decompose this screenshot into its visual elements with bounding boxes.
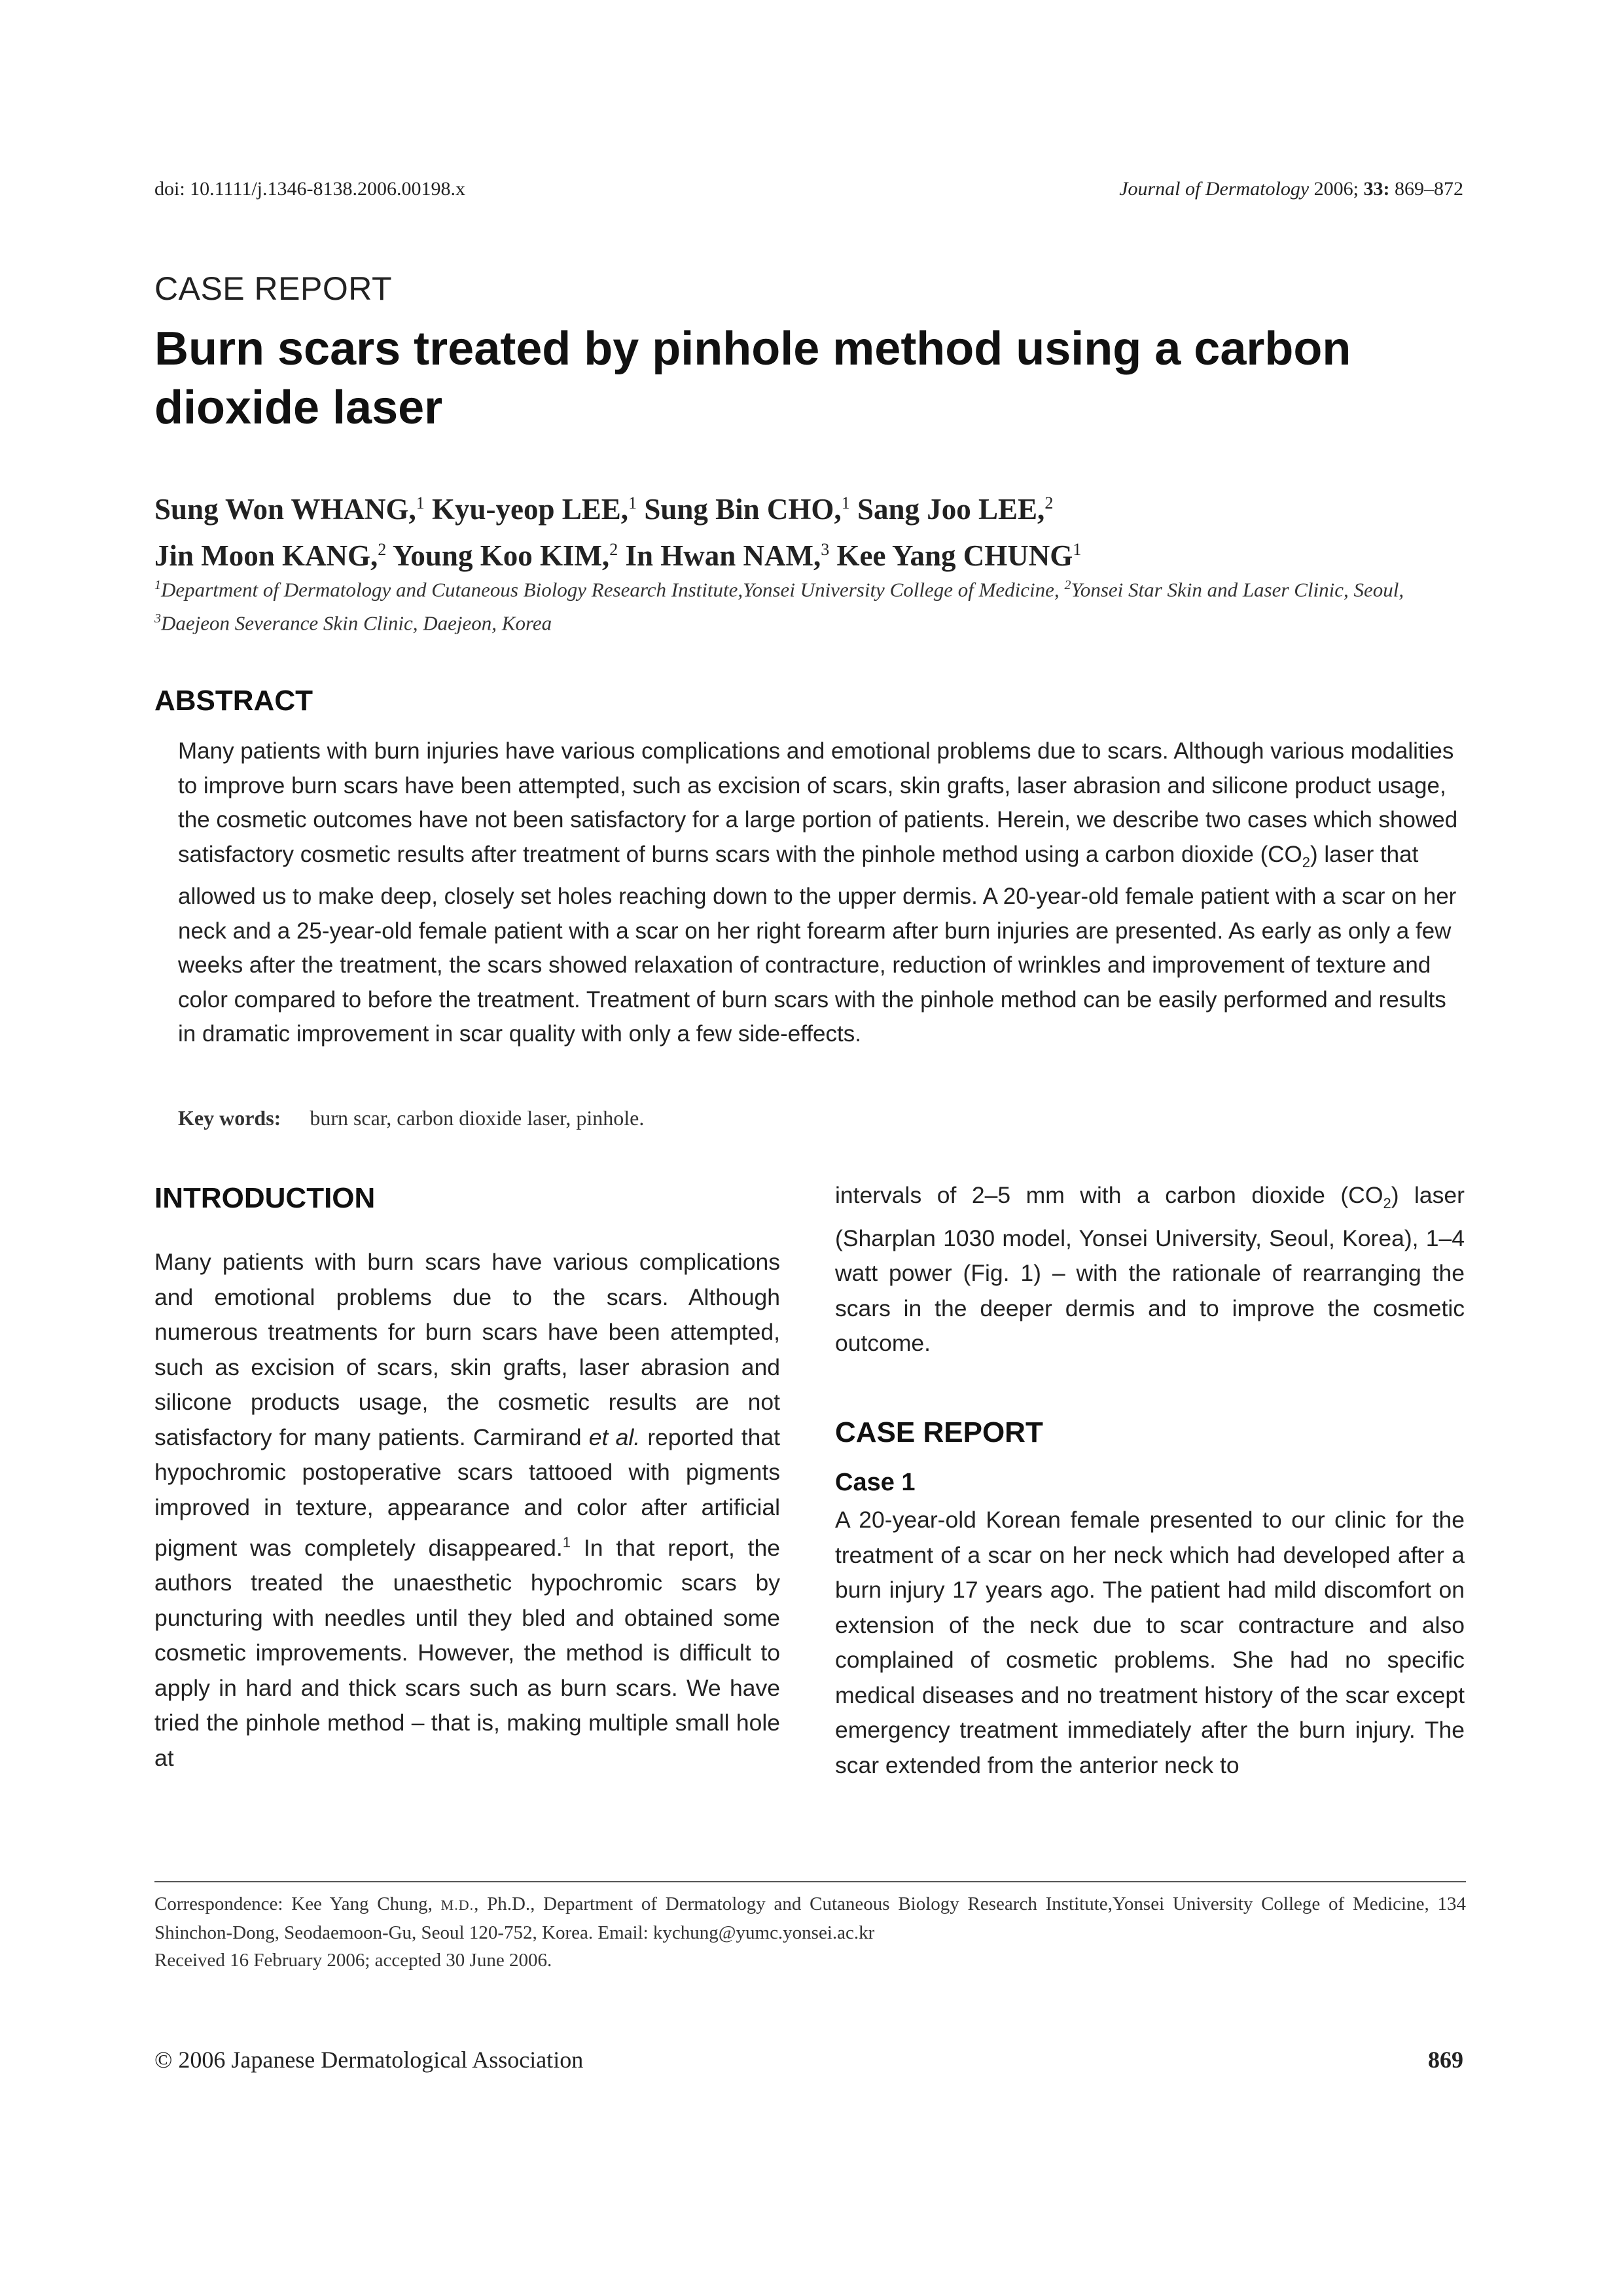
- affiliations: $^1$Department of Dermatology and Cutaneous Biology Research Institute,Yonsei University College of Medicine, $^2$Yonsei Star Skin and Laser Clinic, Seoul, $^3$Daejeon Severance Skin Clinic, Daejeon, Korea: [154, 578, 1404, 635]
- abstract-text: Many patients with burn injuries have various complications and emotional problems due to scars. Although various modalities to improve burn scars have been attempted, such as excision of scars, skin grafts, laser abrasion and silicone product usage, the cosmetic outcomes have not been satisfactory for a large portion of patients. Herein, we describe two cases which showed satisfactory cosmetic results after treatment of burns scars with the pinhole method using a carbon dioxide $(CO_2)$ laser that allowed us to make deep, closely set holes reaching down to the upper dermis. A 20-year-old female patient with a scar on her neck and a 25-year-old female patient with a scar on her right forearm after burn injuries are presented. As early as only a few weeks after the treatment, the scars showed relaxation of contracture, reduction of wrinkles and improvement of texture and color compared to before the treatment. Treatment of burn scars with the pinhole method can be easily performed and results in dramatic improvement in scar quality with only a few side-effects.: [178, 738, 1458, 1047]
- author-line-2: [154, 529, 1489, 576]
- author: Jin Moon KANG,$^2$: [154, 539, 387, 572]
- journal-pages: 869–872: [1395, 178, 1463, 200]
- keywords: [178, 1106, 644, 1130]
- received-dates: Received 16 February 2006; accepted 30 June 2006.: [154, 1950, 552, 1971]
- author: Sung Bin CHO,$^1$: [644, 493, 850, 526]
- author: Young Koo KIM,$^2$: [392, 539, 618, 572]
- article-type-label: CASE REPORT: [154, 270, 392, 307]
- case-1-text: A 20-year-old Korean female presented to our clinic for the treatment of a scar on her neck which had developed after a burn injury 17 years ago. The patient had mild discomfort on extension of the neck due to scar contracture and also complained of cosmetic problems. She had no specific medical diseases and no treatment history of the scar except emergency treatment immediately after the burn injury. The scar extended from the anterior neck to: [835, 1507, 1465, 1778]
- journal-year: 2006;: [1313, 178, 1359, 200]
- introduction-heading: INTRODUCTION: [154, 1182, 376, 1214]
- doi: doi: 10.1111/j.1346-8138.2006.00198.x: [154, 178, 465, 200]
- abstract-heading: ABSTRACT: [154, 685, 313, 717]
- author: Sung Won WHANG,$^1$: [154, 493, 425, 526]
- copyright: © 2006 Japanese Dermatological Association: [154, 2047, 584, 2073]
- reference-marker: 1: [562, 1534, 571, 1551]
- keywords-label: Key words:: [178, 1106, 281, 1130]
- article-title: Burn scars treated by pinhole method using a carbon dioxide laser: [154, 323, 1351, 434]
- author: Kee Yang CHUNG$^1$: [836, 539, 1082, 572]
- author-line-1: [154, 483, 1489, 529]
- journal-volume: 33:: [1363, 178, 1390, 200]
- page-number: 869: [1428, 2047, 1463, 2073]
- introduction-text-continued: intervals of 2–5 mm with a carbon dioxide $(CO_2)$ laser (Sharplan 1030 model, Yonsei University, Seoul, Korea), 1–4 watt power (Fig. 1) – with the rationale of rearranging the scars in the deeper dermis and to improve the cosmetic outcome.: [835, 1182, 1465, 1357]
- case-report-heading: CASE REPORT: [835, 1416, 1043, 1448]
- footnote-divider: [154, 1881, 1466, 1882]
- journal-citation: [1119, 178, 1463, 200]
- journal-name: Journal of Dermatology: [1119, 178, 1310, 200]
- author: In Hwan NAM,$^3$: [625, 539, 830, 572]
- introduction-text: Many patients with burn scars have various complications and emotional problems due to the scars. Although numerous treatments for burn scars have been attempted, such as excision of scars, skin grafts, laser abrasion and silicone products usage, the cosmetic results are not satisfactory for many patients. Carmirand et al. reported that hypochromic postoperative scars tattooed with pigments improved in texture, appearance and color after artificial pigment was completely disappeared.$^1$ In that report, the authors treated the unaesthetic hypochromic scars by puncturing with needles until they bled and obtained some cosmetic improvements. However, the method is difficult to apply in hard and thick scars such as burn scars. We have tried the pinhole method – that is, making multiple small hole at: [154, 1249, 780, 1771]
- keywords-list: burn scar, carbon dioxide laser, pinhole.: [310, 1106, 645, 1130]
- correspondence-footnote: [154, 1890, 1466, 1974]
- author: Sang Joo LEE,$^2$: [857, 493, 1054, 526]
- correspondence: Correspondence: Kee Yang Chung, M.D., Ph.D., Department of Dermatology and Cutaneous Biology Research Institute,Yonsei University College of Medicine, 134 Shinchon-Dong, Seodaemoon-Gu, Seoul 120-752, Korea. Email: kychung@yumc.yonsei.ac.kr: [154, 1893, 1466, 1943]
- author: Kyu-yeop LEE,$^1$: [432, 493, 637, 526]
- author-list: [154, 483, 1489, 576]
- case-1-heading: Case 1: [835, 1469, 916, 1496]
